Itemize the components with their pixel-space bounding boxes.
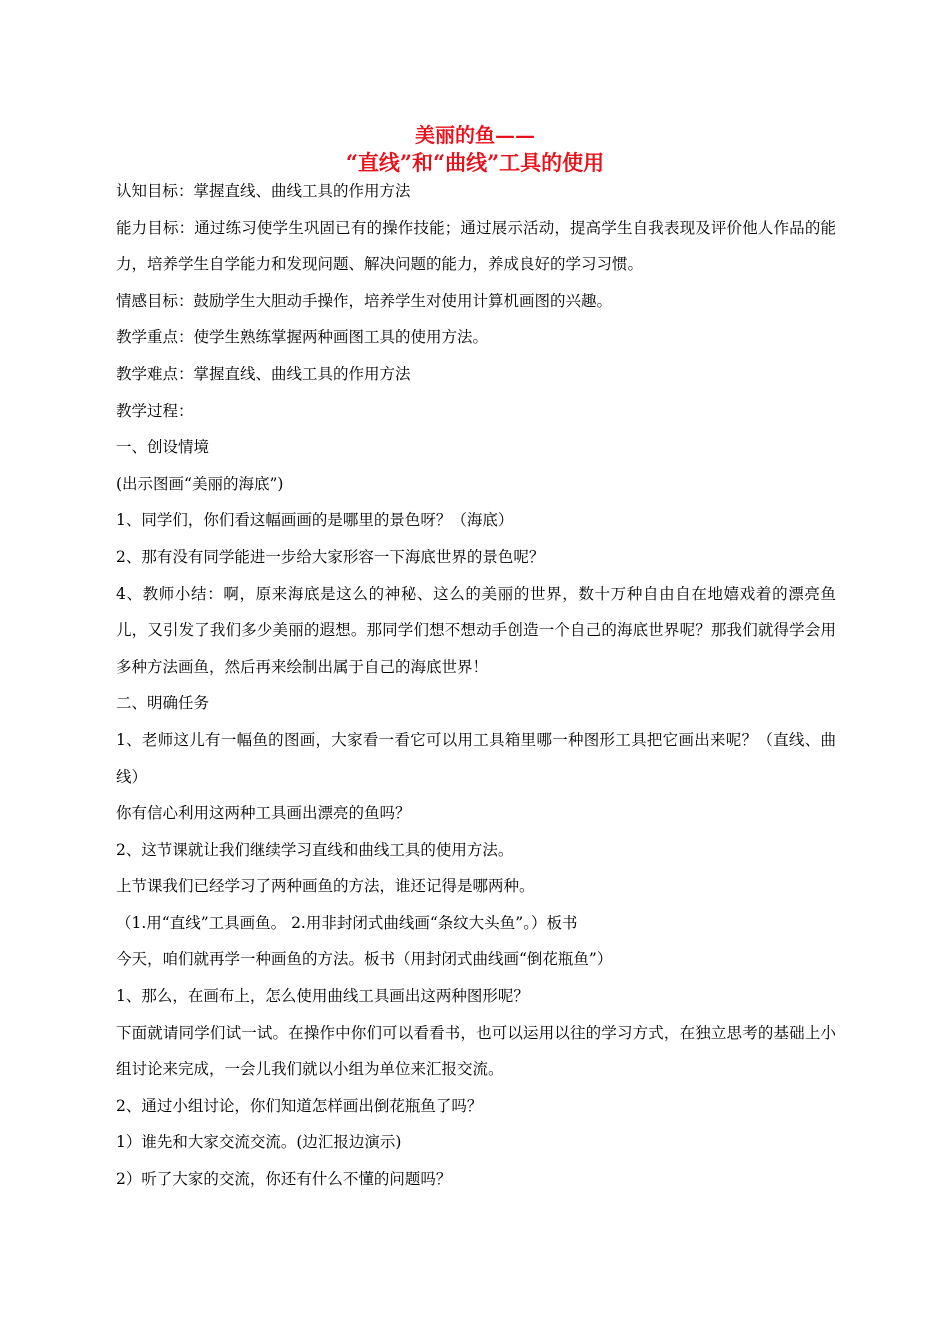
paragraph-emotion-goal: 情感目标：鼓励学生大胆动手操作，培养学生对使用计算机画图的兴趣。 xyxy=(116,291,613,310)
paragraph: 1、老师这儿有一幅鱼的图画，大家看一看它可以用工具箱里哪一种图形工具把它画出来呢？（直线、曲线） xyxy=(116,730,836,786)
paragraph: 今天，咱们就再学一种画鱼的方法。板书（用封闭式曲线画“倒花瓶鱼”） xyxy=(116,950,613,969)
document-title xyxy=(0,122,950,176)
paragraph: 上节课我们已经学习了两种画鱼的方法，谁还记得是哪两种。 xyxy=(116,877,535,896)
paragraph: 1、同学们，你们看这幅画画的是哪里的景色呀？（海底） xyxy=(116,511,514,530)
paragraph: 2）听了大家的交流，你还有什么不懂的问题吗？ xyxy=(116,1170,452,1189)
title-line-2: “直线”和“曲线”工具的使用 xyxy=(345,150,605,175)
paragraph: 4、教师小结：啊，原来海底是这么的神秘、这么的美丽的世界，数十万种自由自在地嬉戏着的漂亮鱼儿，又引发了我们多少美丽的遐想。那同学们想不想动手创造一个自己的海底世界呢？那我们就得学会用多种方法画鱼，然后再来绘制出属于自己的海底世界！ xyxy=(116,584,836,676)
paragraph: 下面就请同学们试一试。在操作中你们可以看看书，也可以运用以往的学习方式，在独立思考的基础上小组讨论来完成，一会儿我们就以小组为单位来汇报交流。 xyxy=(116,1023,836,1079)
paragraph: 2、这节课就让我们继续学习直线和曲线工具的使用方法。 xyxy=(116,840,514,859)
paragraph-cognitive-goal: 认知目标：掌握直线、曲线工具的作用方法 xyxy=(116,182,411,200)
paragraph: 2、通过小组讨论，你们知道怎样画出倒花瓶鱼了吗？ xyxy=(116,1096,483,1115)
paragraph: 你有信心利用这两种工具画出漂亮的鱼吗？ xyxy=(116,804,411,823)
paragraph: (出示图画“美丽的海底”) xyxy=(116,474,284,493)
section-heading-2: 二、明确任务 xyxy=(116,694,210,713)
paragraph: 1、那么，在画布上，怎么使用曲线工具画出这两种图形呢？ xyxy=(116,987,529,1006)
paragraph: 1）谁先和大家交流交流。(边汇报边演示) xyxy=(116,1133,402,1152)
title-line-1: 美丽的鱼—— xyxy=(415,123,535,147)
document-body xyxy=(116,173,836,1198)
paragraph-process-heading: 教学过程： xyxy=(116,401,194,420)
paragraph: 2、那有没有同学能进一步给大家形容一下海底世界的景色呢？ xyxy=(116,547,545,566)
paragraph-difficulty: 教学难点：掌握直线、曲线工具的作用方法 xyxy=(116,364,411,383)
paragraph-key-point: 教学重点：使学生熟练掌握两种画图工具的使用方法。 xyxy=(116,328,489,347)
paragraph: （1.用“直线”工具画鱼。 2.用非封闭式曲线画“条纹大头鱼”。）板书 xyxy=(116,913,578,932)
section-heading-1: 一、创设情境 xyxy=(116,438,210,457)
paragraph-ability-goal: 能力目标：通过练习使学生巩固已有的操作技能；通过展示活动，提高学生自我表现及评价他人作品的能力，培养学生自学能力和发现问题、解决问题的能力，养成良好的学习习惯。 xyxy=(116,218,836,274)
